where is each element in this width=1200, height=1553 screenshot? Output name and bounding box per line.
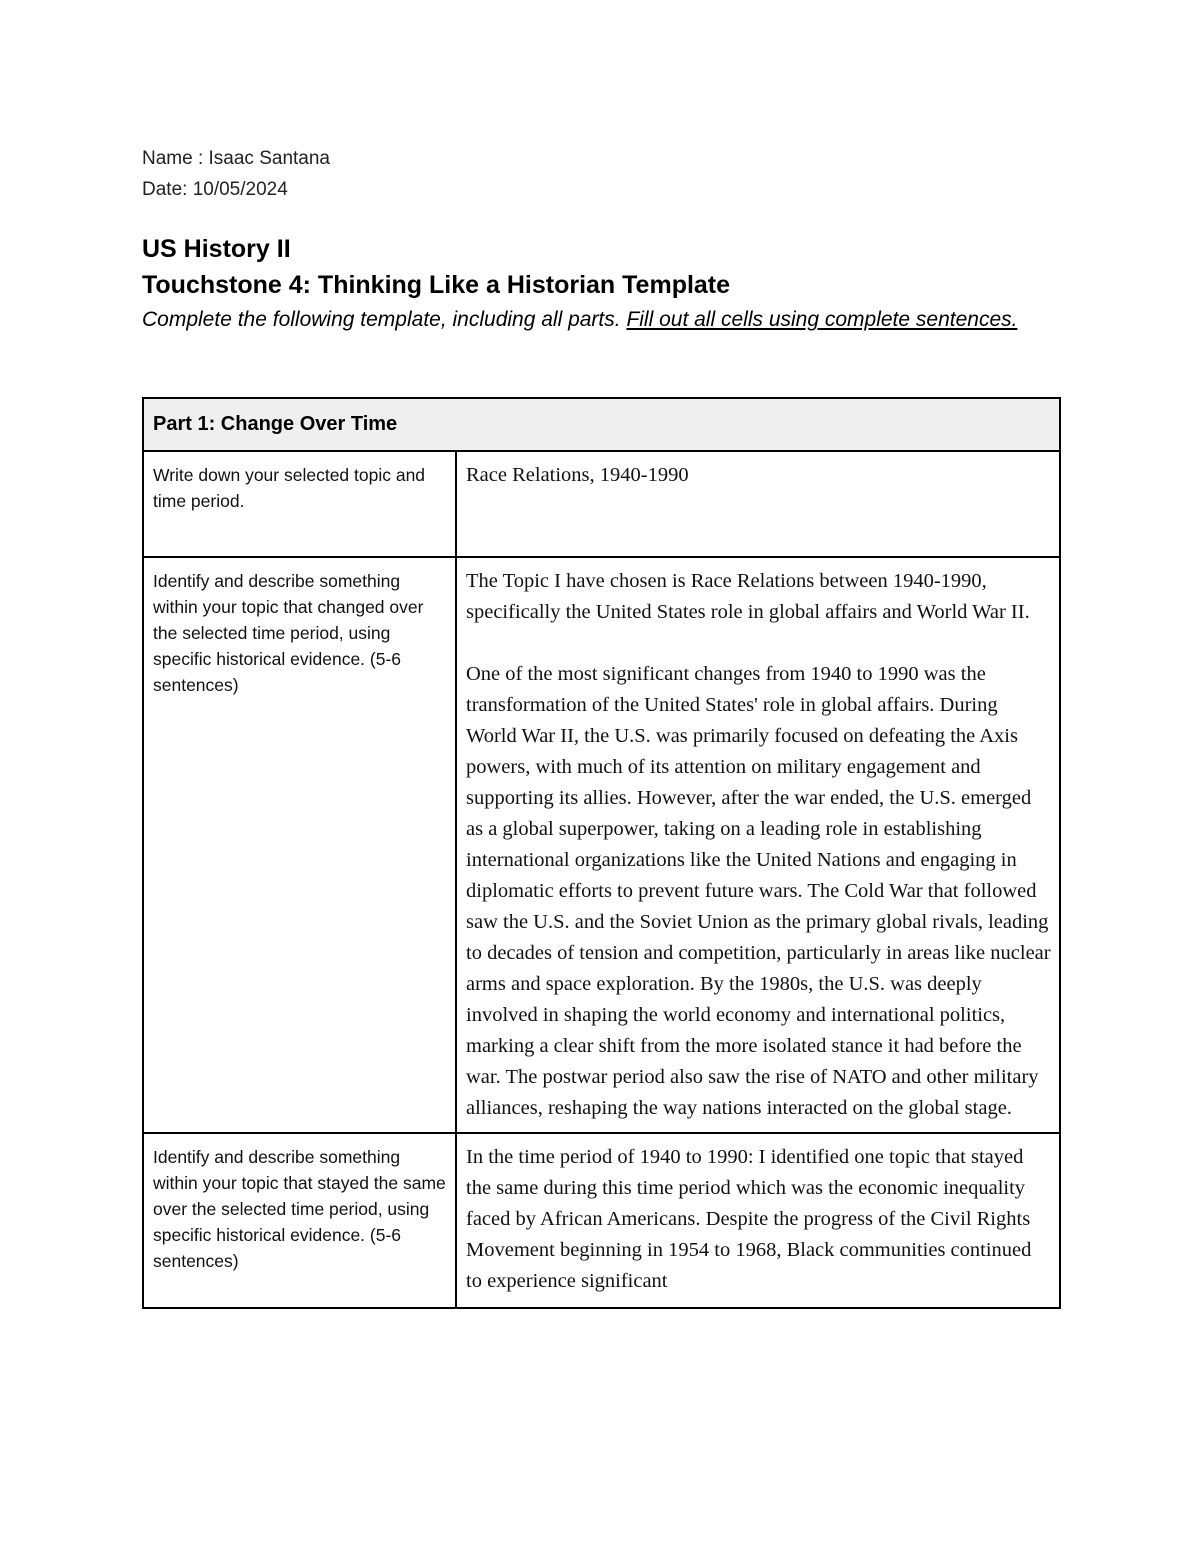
instructions xyxy=(142,304,1022,335)
instructions-text: Complete the following template, including all parts. xyxy=(142,308,627,331)
assignment-title: Touchstone 4: Thinking Like a Historian Template xyxy=(142,271,731,299)
answer-paragraph: The Topic I have chosen is Race Relations between 1940-1990, specifically the United States role in global affairs and World War II. xyxy=(466,570,1030,623)
answer-cell[interactable] xyxy=(456,557,1060,1133)
prompt-cell: Identify and describe something within your topic that stayed the same over the selected time period, using specific historical evidence. (5-6 sentences) xyxy=(143,1133,456,1308)
part-1-heading: Part 1: Change Over Time xyxy=(143,398,1060,451)
course-title: US History II xyxy=(142,235,291,263)
name-line: Name : Isaac Santana xyxy=(142,148,330,169)
answer-paragraph: One of the most significant changes from 1940 to 1990 was the transformation of the United States' role in global affairs. During World War II, the U.S. was primarily focused on defeating the Axis powers, with much of its attention on military engagement and supporting its allies. However, after the war ended, the U.S. emerged as a global superpower, taking on a leading role in establishing international organizations like the United Nations and engaging in diplomatic efforts to prevent future wars. The Cold War that followed saw the U.S. and the Soviet Union as the primary global rivals, leading to decades of tension and competition, particularly in areas like nuclear arms and space exploration. By the 1980s, the U.S. was deeply involved in shaping the world economy and international politics, marking a clear shift from the more isolated stance it had before the war. The postwar period also saw the rise of NATO and other military alliances, reshaping the way nations interacted on the global stage. xyxy=(466,663,1051,1119)
answer-cell[interactable] xyxy=(456,451,1060,557)
prompt-cell: Identify and describe something within your topic that changed over the selected time period, using specific historical evidence. (5-6 sentences) xyxy=(143,557,456,1133)
template-table xyxy=(142,397,1061,1309)
table-row xyxy=(143,451,1060,557)
student-info xyxy=(142,143,330,205)
answer-cell[interactable] xyxy=(456,1133,1060,1308)
answer-paragraph: In the time period of 1940 to 1990: I identified one topic that stayed the same during this time period which was the economic inequality faced by African Americans. Despite the progress of the Civil Rights Movement beginning in 1954 to 1968, Black communities continued to experience significant xyxy=(466,1146,1032,1292)
answer-paragraph: Race Relations, 1940-1990 xyxy=(466,464,689,486)
table-row xyxy=(143,557,1060,1133)
instructions-underlined: Fill out all cells using complete sentences. xyxy=(626,308,1018,331)
table-row xyxy=(143,1133,1060,1308)
date-line: Date: 10/05/2024 xyxy=(142,179,288,200)
part-heading-row xyxy=(143,398,1060,451)
document-heading xyxy=(142,231,1042,335)
prompt-cell: Write down your selected topic and time period. xyxy=(143,451,456,557)
